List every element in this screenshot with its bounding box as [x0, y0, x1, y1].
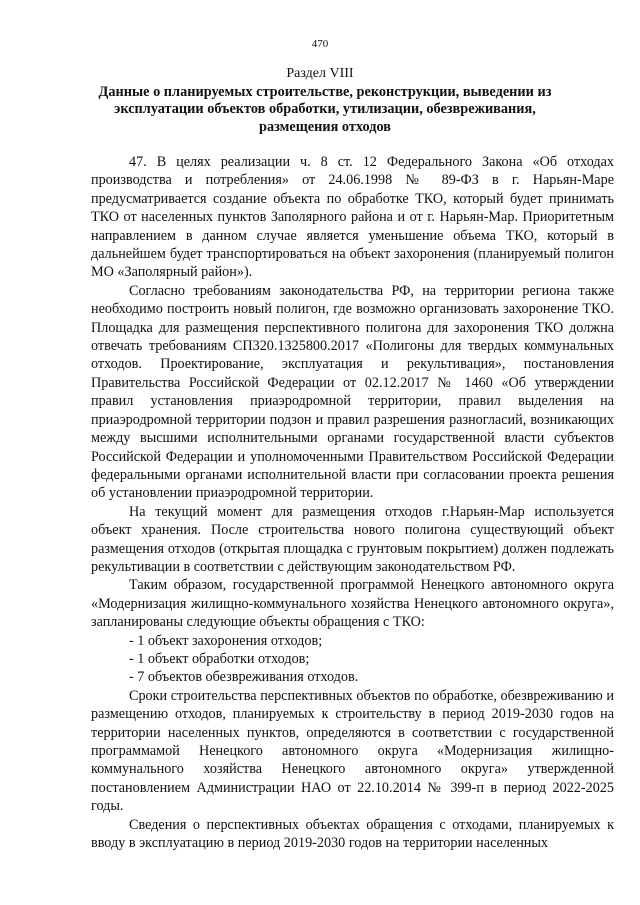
- list-item-processing: - 1 объект обработки отходов;: [129, 650, 310, 667]
- list-item-neutralization: - 7 объектов обезвреживания отходов.: [129, 669, 359, 686]
- section-title: Раздел VIII: [286, 66, 354, 81]
- paragraph-landfill-requirements: Согласно требованиям законодательства РФ, на территории региона также необходимо построить новый полигон, где возможно организовать захоронение ТКО. Площадка для размещения перспективного полигона для захоронения ТКО должна отвечать требованиям СП320.1325800.2017 «Полигоны для твердых коммунальных отходов. Проектирование, эксплуатация и рекультивация», постановления Правительства Российской Федерации от 02.12.2017 № 1460 «Об утверждении правил установления приаэродромной территории, правил выделения на приаэродромной территории подзон и правил разрешения разногласий, возникающих между высшими исполнительными органами государственной власти субъектов Российской Федерации и уполномоченными Правительством Российской Федерации федеральными органами исполнительной власти при согласовании проекта решения об установлении приаэродромной территории.: [91, 282, 614, 502]
- body-text: [91, 153, 614, 852]
- page-number: 470: [311, 38, 329, 50]
- paragraph-prospective-objects: Сведения о перспективных объектах обращения с отходами, планируемых к вводу в эксплуатацию в период 2019-2030 годов на территории населенных: [91, 816, 614, 852]
- section-heading: Данные о планируемых строительстве, реконструкции, выведении из эксплуатации объектов обработки, утилизации, обезвреживания, размещения отходов: [98, 84, 552, 135]
- paragraph-state-program: Таким образом, государственной программой Ненецкого автономного округа «Модернизация жилищно-коммунального хозяйства Ненецкого автономного округа», запланированы следующие объекты обращения с ТКО:: [91, 577, 614, 631]
- list-item-landfill: - 1 объект захоронения отходов;: [129, 632, 323, 649]
- paragraph-current-storage: На текущий момент для размещения отходов г.Нарьян-Мар используется объект хранения. После строительства нового полигона существующий объект размещения отходов (открытая площадка с грунтовым покрытием) должен подлежать рекультивации в соответствии с действующим законодательством РФ.: [91, 503, 614, 575]
- paragraph-construction-terms: Сроки строительства перспективных объектов по обработке, обезвреживанию и размещению отходов, планируемых к строительству в период 2019-2030 годов на территории населенных пунктов, определяются в соответствии с государственной программамой Ненецкого автономного округа «Модернизация жилищно-коммунального хозяйства Ненецкого автономного округа» утвержденной постановлением Администрации НАО от 22.10.2014 № 399-п в период 2022-2025 годы.: [91, 687, 614, 815]
- paragraph-47: 47. В целях реализации ч. 8 ст. 12 Федерального Закона «Об отходах производства и потребления» от 24.06.1998 № 89-ФЗ в г. Нарьян-Маре предусматривается создание объекта по обработке ТКО, который будет принимать ТКО от населенных пунктов Заполярного района и от г. Нарьян-Мар. Приоритетным направлением в данном случае является уменьшение объема ТКО, который в дальнейшем будет транспортироваться на объект захоронения (планируемый полигон МО «Заполярный район»).: [91, 154, 614, 281]
